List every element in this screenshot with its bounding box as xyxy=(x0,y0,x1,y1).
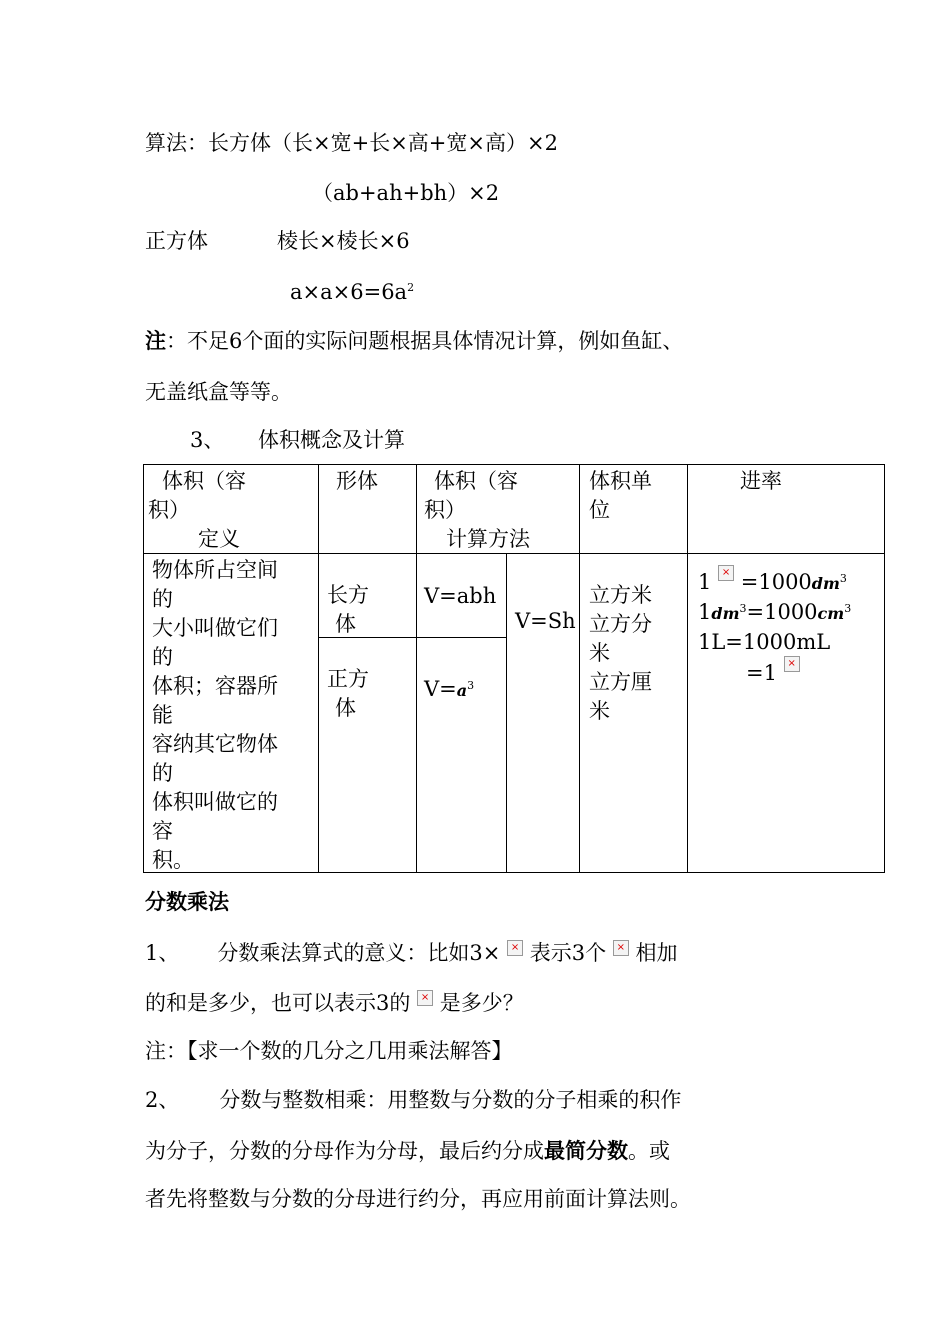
note-line xyxy=(145,328,683,354)
section-title: 体积概念及计算 xyxy=(258,428,405,452)
cell-line: 米 xyxy=(589,641,610,665)
cell-line: 立方厘 xyxy=(589,670,652,694)
header-formula: 体积（容 积） 计算方法 xyxy=(424,469,530,551)
header-unit: 体积单 位 xyxy=(589,469,652,522)
broken-image-icon: × xyxy=(718,565,734,581)
text-line xyxy=(290,279,414,305)
exponent: 2 xyxy=(407,281,415,294)
cell-line: 大小叫做它们 xyxy=(152,616,278,640)
formula-cube: $V=a^3$ xyxy=(424,677,475,701)
cell-line: 积。 xyxy=(152,848,194,872)
section-number: 3、 xyxy=(190,428,225,452)
text-line: 2、 分数与整数相乘：用整数与分数的分子相乘的积作 xyxy=(145,1088,682,1112)
broken-image-icon: × xyxy=(784,656,800,672)
cell-line: 立方分 xyxy=(589,612,652,636)
note-label: 注 xyxy=(145,328,166,353)
cell-line: 立方米 xyxy=(589,583,652,607)
broken-image-icon: × xyxy=(507,940,523,956)
text-line: 注：【求一个数的几分之几用乘法解答】 xyxy=(145,1039,513,1063)
volume-table xyxy=(143,464,885,873)
broken-image-icon: × xyxy=(417,990,433,1006)
cell-line: 体积叫做它的 xyxy=(152,790,278,814)
text-line: 为分子，分数的分母作为分母，最后约分成最简分数。或 xyxy=(145,1138,670,1163)
header-definition: 体积（容 积） 定义 xyxy=(148,469,246,551)
text-line: 1、 分数乘法算式的意义：比如3× × 表示3个 × 相加 xyxy=(145,941,678,965)
cell-line: 容纳其它物体 xyxy=(152,732,278,756)
cell-line: 体积；容器所 xyxy=(152,674,278,698)
units-cell xyxy=(589,581,652,726)
cell-line: 物体所占空间 xyxy=(152,558,278,582)
text-line: 正方体 xyxy=(145,229,208,253)
cell-line: 的 xyxy=(152,645,173,669)
rate-cell: $1 \times =1000dm^3$ $1dm^3=1000cm^3$ 1L=1000mL =1 × xyxy=(698,567,852,685)
text-line: 无盖纸盒等等。 xyxy=(145,380,292,404)
shape-cube: 正方 体 xyxy=(327,667,369,720)
cell-line: 米 xyxy=(589,699,610,723)
header-shape: 形体 xyxy=(336,469,378,493)
note-text: ：不足6个面的实际问题根据具体情况计算，例如鱼缸、 xyxy=(166,329,684,353)
cell-line: 容 xyxy=(152,819,173,843)
formula: a×a×6=6a xyxy=(290,280,408,304)
shape-cuboid: 长方 体 xyxy=(327,583,369,636)
definition-cell xyxy=(152,556,278,875)
formula-common: V=Sh xyxy=(515,609,576,633)
cell-line: 的 xyxy=(152,587,173,611)
formula-cuboid: V=abh xyxy=(424,584,497,608)
text-line: 算法：长方体（长×宽+长×高+宽×高）×2 xyxy=(145,131,558,155)
text-line: 者先将整数与分数的分母进行约分，再应用前面计算法则。 xyxy=(145,1187,691,1211)
header-rate: 进率 xyxy=(740,469,782,493)
text-line: （ab+ah+bh）×2 xyxy=(312,181,500,205)
cell-line: 的 xyxy=(152,761,173,785)
text-line: 的和是多少，也可以表示3的 × 是多少？ xyxy=(145,991,524,1015)
cell-line: 能 xyxy=(152,703,173,727)
broken-image-icon: × xyxy=(613,940,629,956)
section-heading: 分数乘法 xyxy=(145,889,229,914)
text-line: 棱长×棱长×6 xyxy=(277,229,410,253)
